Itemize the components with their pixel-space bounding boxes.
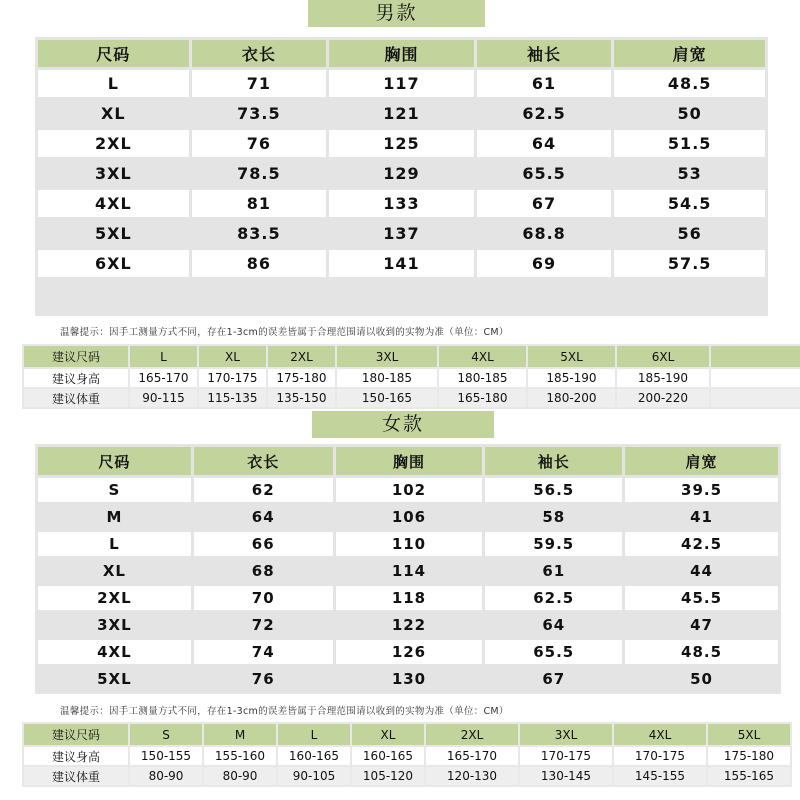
women-size-table-row xyxy=(38,640,778,664)
men-recommend-header-cell: L xyxy=(130,346,197,367)
men-recommend-cell: 180-185 xyxy=(439,369,526,387)
men-size-table-row xyxy=(38,130,765,157)
men-size-table-cell: 121 xyxy=(329,100,474,127)
women-size-table-cell: 42.5 xyxy=(625,532,778,556)
men-size-table-cell: 2XL xyxy=(38,130,189,157)
women-recommend-cell: 90-105 xyxy=(278,767,350,785)
men-size-table-header-cell: 肩宽 xyxy=(614,40,765,67)
women-size-table-cell: 64 xyxy=(485,613,622,637)
women-recommend-cell: 建议体重 xyxy=(24,767,128,785)
men-size-table-cell: 61 xyxy=(477,70,612,97)
men-recommend-header-cell: XL xyxy=(199,346,266,367)
women-size-table-cell: 41 xyxy=(625,505,778,529)
men-size-table-cell: 5XL xyxy=(38,220,189,247)
men-recommend-cell: 115-135 xyxy=(199,389,266,407)
men-recommend-cell: 建议体重 xyxy=(24,389,128,407)
men-size-table-cell: 64 xyxy=(477,130,612,157)
women-size-table-cell: 5XL xyxy=(38,667,191,691)
women-size-table-header-cell: 衣长 xyxy=(194,447,333,475)
men-size-table-cell: 133 xyxy=(329,190,474,217)
women-recommend-cell: 160-165 xyxy=(278,747,350,765)
men-size-table-cell: 54.5 xyxy=(614,190,765,217)
men-size-table-cell: 76 xyxy=(192,130,327,157)
women-size-table-cell: 47 xyxy=(625,613,778,637)
women-section-title: 女款 xyxy=(312,411,494,438)
men-recommend-cell: 180-185 xyxy=(337,369,437,387)
women-size-table-cell: 44 xyxy=(625,559,778,583)
men-recommend-header-cell: 5XL xyxy=(528,346,615,367)
men-recommend-cell: 170-175 xyxy=(199,369,266,387)
men-size-table-cell: 68.8 xyxy=(477,220,612,247)
women-size-table-cell: 62.5 xyxy=(485,586,622,610)
women-recommend-header-cell: 建议尺码 xyxy=(24,724,128,745)
men-size-table-cell: 117 xyxy=(329,70,474,97)
men-size-table-cell: 125 xyxy=(329,130,474,157)
men-size-table-cell: 53 xyxy=(614,160,765,187)
women-size-table-header-row xyxy=(38,447,778,475)
women-size-table-header-cell: 袖长 xyxy=(485,447,622,475)
men-size-table-cell: L xyxy=(38,70,189,97)
men-recommend-header-cell xyxy=(711,346,800,367)
women-size-table-body xyxy=(38,447,778,691)
women-size-table-cell: 4XL xyxy=(38,640,191,664)
women-recommend-cell: 建议身高 xyxy=(24,747,128,765)
men-size-table-row xyxy=(38,100,765,127)
men-size-table-cell: 78.5 xyxy=(192,160,327,187)
women-size-table-cell: 48.5 xyxy=(625,640,778,664)
women-measurement-note: 温馨提示：因手工测量方式不同，存在1-3cm的误差皆属于合理范围请以收到的实物为准（单位：CM） xyxy=(60,706,509,717)
women-size-table-cell: 106 xyxy=(336,505,483,529)
men-recommend-table-body xyxy=(24,346,800,407)
women-recommend-cell: 170-175 xyxy=(520,747,612,765)
women-recommend-row xyxy=(24,747,790,765)
women-recommend-header-cell: XL xyxy=(352,724,424,745)
women-recommend-header-cell: 4XL xyxy=(614,724,706,745)
women-recommend-header-row xyxy=(24,724,790,745)
men-size-table-cell: 50 xyxy=(614,100,765,127)
women-size-table-cell: 110 xyxy=(336,532,483,556)
men-size-table-cell: 86 xyxy=(192,250,327,277)
women-size-table-cell: 74 xyxy=(194,640,333,664)
women-size-table-row xyxy=(38,586,778,610)
men-size-table-cell: 137 xyxy=(329,220,474,247)
women-size-table-cell: 45.5 xyxy=(625,586,778,610)
women-size-table-cell: 66 xyxy=(194,532,333,556)
women-size-table-row xyxy=(38,667,778,691)
men-recommend-row xyxy=(24,389,800,407)
men-recommend-cell: 150-165 xyxy=(337,389,437,407)
men-size-table-row xyxy=(38,220,765,247)
women-recommend-row xyxy=(24,767,790,785)
women-recommend-cell: 80-90 xyxy=(204,767,276,785)
women-recommend-cell: 120-130 xyxy=(426,767,518,785)
men-size-table-body xyxy=(38,40,765,313)
women-size-table-cell: 118 xyxy=(336,586,483,610)
men-recommend-header-cell: 4XL xyxy=(439,346,526,367)
men-size-table-row xyxy=(38,190,765,217)
men-recommend-header-cell: 2XL xyxy=(268,346,335,367)
men-size-table-cell: 73.5 xyxy=(192,100,327,127)
women-size-table-cell: 64 xyxy=(194,505,333,529)
men-recommend-cell: 90-115 xyxy=(130,389,197,407)
men-recommend-cell: 185-190 xyxy=(528,369,615,387)
women-size-table-row xyxy=(38,613,778,637)
women-recommend-cell: 155-160 xyxy=(204,747,276,765)
women-size-table-row xyxy=(38,505,778,529)
women-recommend-header-cell: S xyxy=(130,724,202,745)
men-size-table-header-cell: 袖长 xyxy=(477,40,612,67)
men-size-table-header-cell: 衣长 xyxy=(192,40,327,67)
men-size-table-cell: 69 xyxy=(477,250,612,277)
women-size-table-cell: 102 xyxy=(336,478,483,502)
women-size-table-header-cell: 肩宽 xyxy=(625,447,778,475)
men-size-table-cell: 67 xyxy=(477,190,612,217)
men-recommend-row xyxy=(24,369,800,387)
women-recommend-cell: 175-180 xyxy=(708,747,790,765)
men-size-table-blank-cell xyxy=(329,280,474,313)
men-recommend-header-cell: 6XL xyxy=(617,346,709,367)
women-recommend-cell: 80-90 xyxy=(130,767,202,785)
women-size-table xyxy=(35,444,781,694)
women-size-table-cell: 56.5 xyxy=(485,478,622,502)
men-recommend-cell: 175-180 xyxy=(268,369,335,387)
women-size-table-cell: 68 xyxy=(194,559,333,583)
women-size-table-row xyxy=(38,478,778,502)
women-recommend-cell: 105-120 xyxy=(352,767,424,785)
men-size-table-cell: 62.5 xyxy=(477,100,612,127)
men-size-table-cell: 129 xyxy=(329,160,474,187)
women-size-table-cell: L xyxy=(38,532,191,556)
men-recommend-header-row xyxy=(24,346,800,367)
women-size-table-row xyxy=(38,532,778,556)
women-recommend-table-body xyxy=(24,724,790,785)
women-size-table-header-cell: 尺码 xyxy=(38,447,191,475)
women-recommend-cell: 160-165 xyxy=(352,747,424,765)
women-size-table-cell: 50 xyxy=(625,667,778,691)
women-size-table-cell: 67 xyxy=(485,667,622,691)
men-size-table-blank-cell xyxy=(614,280,765,313)
women-recommend-header-cell: M xyxy=(204,724,276,745)
women-recommend-header-cell: 2XL xyxy=(426,724,518,745)
men-size-table-blank-cell xyxy=(192,280,327,313)
men-recommend-cell: 135-150 xyxy=(268,389,335,407)
men-size-table-cell: 71 xyxy=(192,70,327,97)
women-size-table-cell: 2XL xyxy=(38,586,191,610)
women-size-table-cell: 3XL xyxy=(38,613,191,637)
women-recommend-header-cell: 3XL xyxy=(520,724,612,745)
women-size-table-cell: 59.5 xyxy=(485,532,622,556)
men-size-table-row xyxy=(38,250,765,277)
women-recommend-cell: 165-170 xyxy=(426,747,518,765)
women-size-table-cell: 58 xyxy=(485,505,622,529)
men-size-table-cell: 141 xyxy=(329,250,474,277)
women-size-table-cell: 72 xyxy=(194,613,333,637)
men-size-table-cell: 81 xyxy=(192,190,327,217)
men-size-table-cell: XL xyxy=(38,100,189,127)
women-recommend-cell: 170-175 xyxy=(614,747,706,765)
women-size-table-cell: 114 xyxy=(336,559,483,583)
women-recommend-header-cell: L xyxy=(278,724,350,745)
men-size-table-blank-cell xyxy=(38,280,189,313)
women-recommend-cell: 150-155 xyxy=(130,747,202,765)
women-recommend-cell: 145-155 xyxy=(614,767,706,785)
men-recommend-header-cell: 建议尺码 xyxy=(24,346,128,367)
men-recommend-cell: 165-180 xyxy=(439,389,526,407)
men-recommend-cell: 建议身高 xyxy=(24,369,128,387)
women-recommend-header-cell: 5XL xyxy=(708,724,790,745)
women-recommend-table xyxy=(22,722,792,787)
men-size-table-cell: 6XL xyxy=(38,250,189,277)
women-size-table-cell: XL xyxy=(38,559,191,583)
women-size-table-cell: 39.5 xyxy=(625,478,778,502)
men-size-table-cell: 56 xyxy=(614,220,765,247)
men-size-table-header-cell: 胸围 xyxy=(329,40,474,67)
women-size-table-header-cell: 胸围 xyxy=(336,447,483,475)
women-size-table-cell: M xyxy=(38,505,191,529)
men-recommend-cell xyxy=(711,369,800,387)
men-recommend-table xyxy=(22,344,800,409)
men-measurement-note: 温馨提示：因手工测量方式不同，存在1-3cm的误差皆属于合理范围请以收到的实物为准（单位：CM） xyxy=(60,327,509,338)
men-size-table-cell: 51.5 xyxy=(614,130,765,157)
women-size-table-cell: 126 xyxy=(336,640,483,664)
men-size-table-cell: 4XL xyxy=(38,190,189,217)
men-size-table-row xyxy=(38,160,765,187)
men-size-table-cell: 48.5 xyxy=(614,70,765,97)
men-size-table-blank-cell xyxy=(477,280,612,313)
men-recommend-cell: 185-190 xyxy=(617,369,709,387)
women-size-table-row xyxy=(38,559,778,583)
women-size-table-cell: 61 xyxy=(485,559,622,583)
men-size-table-cell: 65.5 xyxy=(477,160,612,187)
men-recommend-cell xyxy=(711,389,800,407)
women-size-table-cell: 70 xyxy=(194,586,333,610)
men-size-table-header-cell: 尺码 xyxy=(38,40,189,67)
women-size-table-cell: S xyxy=(38,478,191,502)
men-size-table-cell: 83.5 xyxy=(192,220,327,247)
men-size-table xyxy=(35,37,768,316)
men-recommend-cell: 180-200 xyxy=(528,389,615,407)
women-size-table-cell: 122 xyxy=(336,613,483,637)
women-recommend-cell: 155-165 xyxy=(708,767,790,785)
women-size-table-cell: 76 xyxy=(194,667,333,691)
men-size-table-blank-row xyxy=(38,280,765,313)
men-section-title: 男款 xyxy=(308,0,485,27)
men-recommend-cell: 200-220 xyxy=(617,389,709,407)
women-recommend-cell: 130-145 xyxy=(520,767,612,785)
women-size-table-cell: 62 xyxy=(194,478,333,502)
men-size-table-cell: 3XL xyxy=(38,160,189,187)
women-size-table-cell: 65.5 xyxy=(485,640,622,664)
men-recommend-header-cell: 3XL xyxy=(337,346,437,367)
men-recommend-cell: 165-170 xyxy=(130,369,197,387)
men-size-table-row xyxy=(38,70,765,97)
women-size-table-cell: 130 xyxy=(336,667,483,691)
men-size-table-header-row xyxy=(38,40,765,67)
men-size-table-cell: 57.5 xyxy=(614,250,765,277)
